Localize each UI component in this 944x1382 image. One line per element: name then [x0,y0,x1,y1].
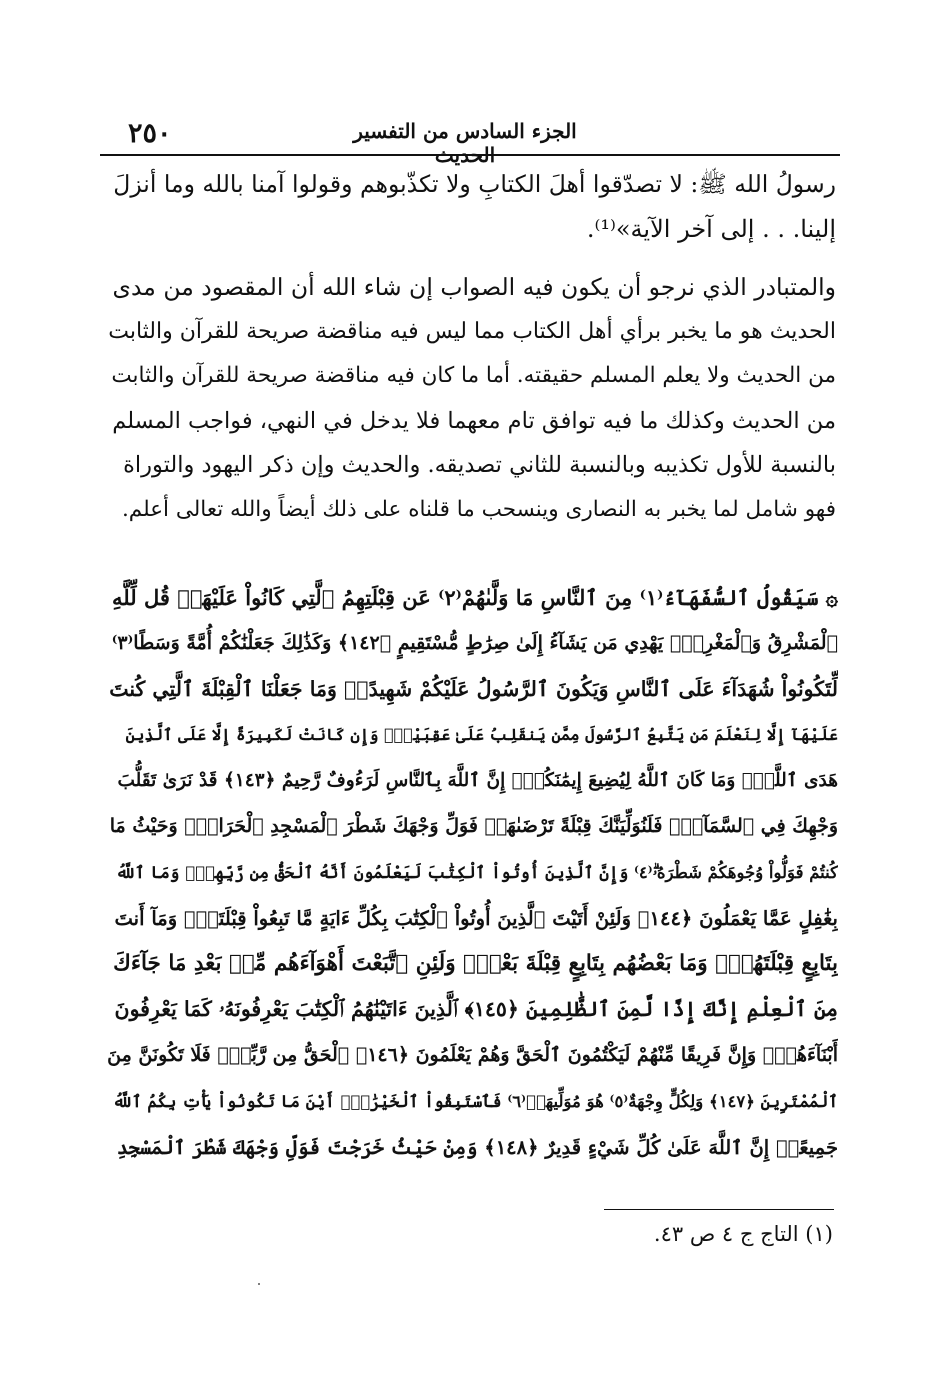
verse-line: بِتَابِعٍ قِبْلَتَهُمْۚ وَمَا بَعْضُهُم بِتَابِعٍ قِبْلَةَ بَعْضٍۚ وَلَئِنِ ٱتَّبَعْتَ أَهْوَآءَهُم مِّنۢ بَعْدِ مَا جَآءَكَ [113,951,838,977]
verse-line: بِغَٰفِلٍ عَمَّا يَعْمَلُونَ ﴿١٤٤﴾ وَلَئِنْ أَتَيْتَ ٱلَّذِينَ أُوتُواْ ٱلْكِتَٰبَ بِكُلِّ ءَايَةٍ مَّا تَبِعُواْ قِبْلَتَكَۚ وَمَآ أَنتَ [114,906,838,930]
text-line: والمتبادر الذي نرجو أن يكون فيه الصواب إن شاء الله أن المقصود من مدى [112,273,836,301]
text-line: من الحديث وكذلك ما فيه توافق تام معهما فلا يدخل في النهي، فواجب المسلم [112,407,836,434]
verse-line: هَدَى ٱللَّهُۗ وَمَا كَانَ ٱللَّهُ لِيُضِيعَ إِيمَٰنَكُمْۚ إِنَّ ٱللَّهَ بِٱلنَّاسِ لَرَءُوفٌ رَّحِيمٌ ﴿١٤٣﴾ قَدْ نَرَىٰ تَقَلُّبَ [117,770,838,792]
verse-line: وَجْهِكَ فِي ٱلسَّمَآءِۖ فَلَنُوَلِّيَنَّكَ قِبْلَةً تَرْضَىٰهَاۚ فَوَلِّ وَجْهَكَ شَطْرَ ٱلْمَسْجِدِ ٱلْحَرَامِۚ وَحَيْثُ مَا [109,814,838,837]
header-rule [100,154,840,156]
quran-passage [104,575,838,1170]
footnote: (١) التاج ج ٤ ص ٤٣. [653,1222,833,1246]
verse-line: ٱلْمَشْرِقُ وَٱلْمَغْرِبُۚ يَهْدِي مَن يَشَآءُ إِلَىٰ صِرَٰطٍ مُّسْتَقِيمٍ ﴿١٤٢﴾ وَكَذَٰلِكَ جَعَلْنَٰكُمْ أُمَّةً وَسَطًا⁽٣⁾ [111,631,838,654]
page-number: ٢٥٠ [128,118,172,149]
verse-line: لِّتَكُونُواْ شُهَدَآءَ عَلَى ٱلنَّاسِ وَيَكُونَ ٱلرَّسُولُ عَلَيْكُمْ شَهِيدًاۗ وَمَا جَعَلْنَا ٱلْقِبْلَةَ ٱلَّتِي كُنتَ [109,676,838,701]
footnote-rule [604,1209,834,1210]
text-line: فهو شامل لما يخبر به النصارى وينسحب ما قلناه على ذلك أيضاً والله تعالى أعلم. [121,496,836,522]
quote-paragraph [108,162,836,252]
scan-speck [258,1283,260,1285]
running-title: الجزء السادس من التفسير الحديث [353,119,577,167]
text-line: من الحديث ولا يعلم المسلم حقيقته. أما ما كان فيه مناقضة صريحة للقرآن والثابت [111,363,836,388]
verse-line: أَبْنَآءَهُمْۖ وَإِنَّ فَرِيقًا مِّنْهُمْ لَيَكْتُمُونَ ٱلْحَقَّ وَهُمْ يَعْلَمُونَ ﴿١٤٦﴾ ٱلْحَقُّ مِن رَّبِّكَۖ فَلَا تَكُونَنَّ مِنَ [107,1043,838,1066]
verse-line: عَلَيْهَآ إِلَّا لِنَعْلَمَ مَن يَتَّبِعُ ٱلرَّسُولَ مِمَّن يَنقَلِبُ عَلَىٰ عَقِبَيْهِۚ وَإِن كَانَتْ لَكَبِيرَةً إِلَّا عَلَى ٱلَّذِينَ [125,725,838,745]
text-line: الحديث هو ما يخبر برأي أهل الكتاب مما ليس فيه مناقضة صريحة للقرآن والثابت [108,318,836,344]
verse-line: ٱلْمُمْتَرِينَ ﴿١٤٧﴾ وَلِكُلٍّ وِجْهَةٌ⁽٥⁾ هُوَ مُوَلِّيهَاۖ⁽٦⁾ فَٱسْتَبِقُواْ ٱلْخَيْرَٰتِۚ أَيْنَ مَا تَكُونُواْ يَأْتِ بِكُمُ ٱللَّهُ [112,1091,838,1111]
verse-line: مِنَ ٱلْعِلْمِ إِنَّكَ إِذًا لَّمِنَ ٱلظَّٰلِمِينَ ﴿١٤٥﴾ ٱلَّذِينَ ءَاتَيْنَٰهُمُ ٱلْكِتَٰبَ يَعْرِفُونَهُۥ كَمَا يَعْرِفُونَ [114,997,838,1022]
verse-line: كُنتُمْ فَوَلُّواْ وُجُوهَكُمْ شَطْرَهُۥۗ⁽٤⁾ وَإِنَّ ٱلَّذِينَ أُوتُواْ ٱلْكِتَٰبَ لَيَعْلَمُونَ أَنَّهُ ٱلْحَقُّ مِن رَّبِّهِمْۗ وَمَا ٱللَّهُ [115,862,838,882]
text-line: بالنسبة للأول تكذيبه وبالنسبة للثاني تصديقه. والحديث وإن ذكر اليهود والتوراة [123,452,836,478]
text-line: إلينا. . . إلى آخر الآية»⁽¹⁾. [586,215,836,243]
verse-line: ۞ سَيَقُولُ ٱلسُّفَهَآءُ⁽١⁾ مِنَ ٱلنَّاسِ مَا وَلَّىٰهُمْ⁽٢⁾ عَن قِبْلَتِهِمُ ٱلَّتِي كَانُواْ عَلَيْهَاۚ قُل لِّلَّهِ [112,585,838,610]
text-line: رسولُ الله ﷺ: لا تصدّقوا أهلَ الكتابِ ولا تكذّبوهم وقولوا آمنا بالله وما أنزلَ [113,170,836,198]
commentary-paragraph [108,265,836,532]
verse-line: جَمِيعًاۚ إِنَّ ٱللَّهَ عَلَىٰ كُلِّ شَيْءٍ قَدِيرٌ ﴿١٤٨﴾ وَمِنْ حَيْثُ خَرَجْتَ فَوَلِّ وَجْهَكَ شَطْرَ ٱلْمَسْجِدِ [116,1135,838,1159]
